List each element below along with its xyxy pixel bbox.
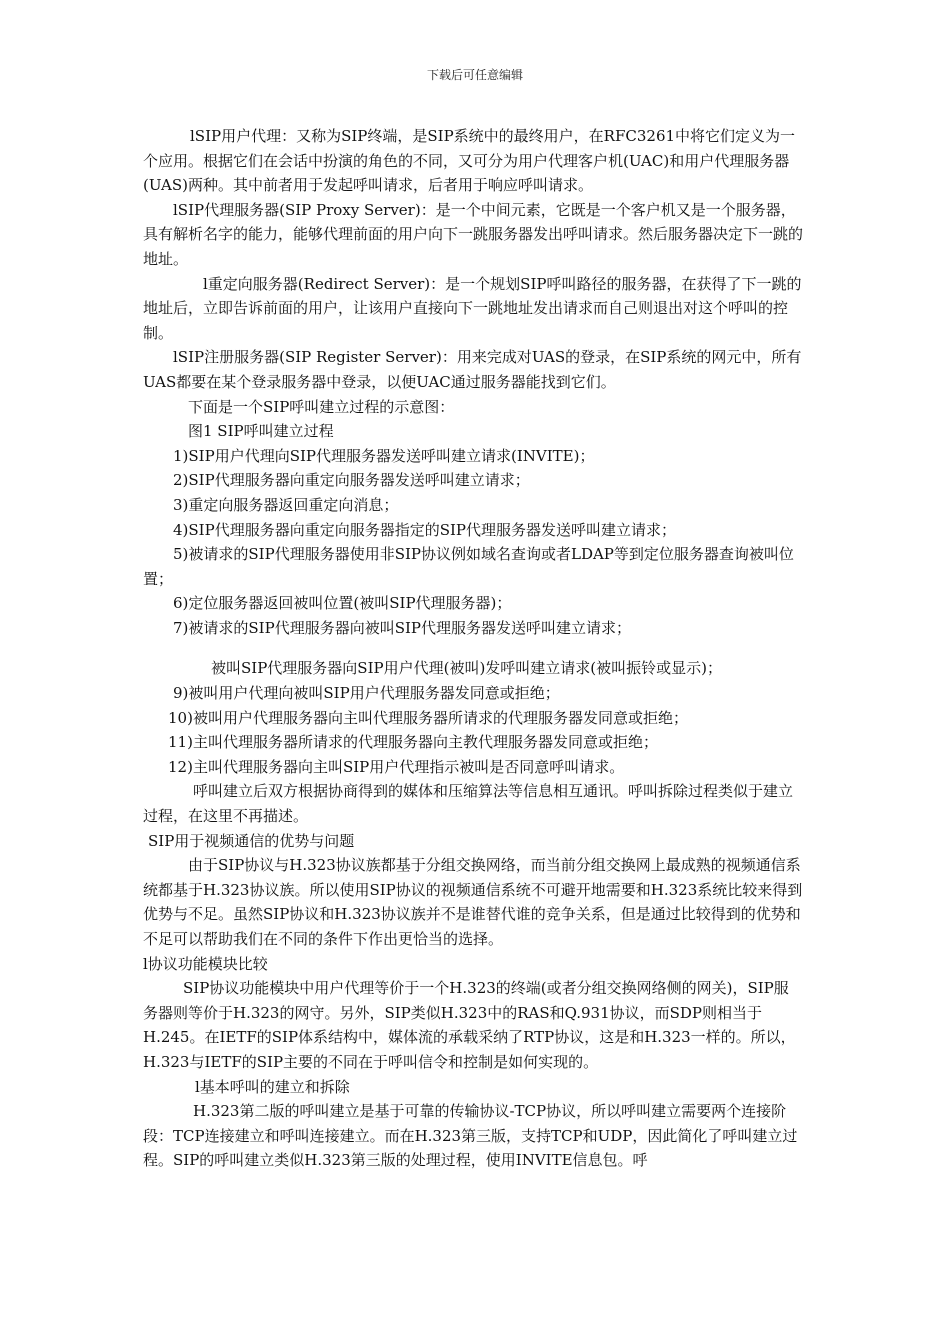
paragraph: lSIP注册服务器(SIP Register Server)：用来完成对UAS的登录，在SIP系统的网元中，所有UAS都要在某个登录服务器中登录，以便UAC通过服务器能找到它们。 — [143, 348, 802, 391]
paragraph: 5)被请求的SIP代理服务器使用非SIP协议例如域名查询或者LDAP等到定位服务器查询被叫位置； — [143, 545, 794, 588]
paragraph: H.323第二版的呼叫建立是基于可靠的传输协议-TCP协议，所以呼叫建立需要两个连接阶段：TCP连接建立和呼叫连接建立。而在H.323第三版，支持TCP和UDP，因此简化了呼叫建立过程。SIP的呼叫建立类似H.323第三版的处理过程，使用INVITE信息包。呼 — [143, 1102, 798, 1170]
paragraph: 6)定位服务器返回被叫位置(被叫SIP代理服务器)； — [173, 594, 512, 613]
paragraph: lSIP用户代理：又称为SIP终端，是SIP系统中的最终用户，在RFC3261中将它们定义为一个应用。根据它们在会话中扮演的角色的不同，又可分为用户代理客户机(UAC)和用户代理服务器(UAS)两种。其中前者用于发起呼叫请求，后者用于响应呼叫请求。 — [143, 127, 796, 195]
paragraph: SIP用于视频通信的优势与问题 — [148, 831, 355, 850]
paragraph: l基本呼叫的建立和拆除 — [195, 1077, 350, 1096]
paragraph: 2)SIP代理服务器向重定向服务器发送呼叫建立请求； — [173, 471, 530, 490]
paragraph: lSIP代理服务器(SIP Proxy Server)：是一个中间元素，它既是一个客户机又是一个服务器，具有解析名字的能力，能够代理前面的用户向下一跳服务器发出呼叫请求。然后服务器决定下一跳的地址。 — [143, 200, 804, 268]
paragraph: SIP协议功能模块中用户代理等价于一个H.323的终端(或者分组交换网络侧的网关)，SIP服务器则等价于H.323的网守。另外，SIP类似H.323中的RAS和Q.931协议，而SDP则相当于H.245。在IETF的SIP体系结构中，媒体流的承载采纳了RTP协议，这是和H.323一样的。所以，H.323与IETF的SIP主要的不同在于呼叫信令和控制是如何实现的。 — [143, 979, 796, 1071]
paragraph: 9)被叫用户代理向被叫SIP用户代理服务器发同意或拒绝； — [173, 684, 560, 703]
paragraph: l重定向服务器(Redirect Server)：是一个规划SIP呼叫路径的服务器，在获得了下一跳的地址后，立即告诉前面的用户，让该用户直接向下一跳地址发出请求而自己则退出对这个呼叫的控制。 — [143, 274, 802, 342]
document-body — [143, 124, 803, 1173]
paragraph: 7)被请求的SIP代理服务器向被叫SIP代理服务器发送呼叫建立请求； — [173, 618, 631, 637]
paragraph: 下面是一个SIP呼叫建立过程的示意图： — [188, 397, 455, 416]
paragraph: 4)SIP代理服务器向重定向服务器指定的SIP代理服务器发送呼叫建立请求； — [173, 520, 676, 539]
paragraph: 图1 SIP呼叫建立过程 — [188, 422, 334, 441]
paragraph: l协议功能模块比较 — [143, 954, 268, 973]
paragraph: 12)主叫代理服务器向主叫SIP用户代理指示被叫是否同意呼叫请求。 — [168, 757, 625, 776]
paragraph: 10)被叫用户代理服务器向主叫代理服务器所请求的代理服务器发同意或拒绝； — [168, 708, 688, 727]
paragraph: 3)重定向服务器返回重定向消息； — [173, 495, 399, 514]
page-header: 下载后可任意编辑 — [426, 68, 523, 82]
paragraph: 1)SIP用户代理向SIP代理服务器发送呼叫建立请求(INVITE)； — [173, 446, 595, 465]
paragraph: 被叫SIP代理服务器向SIP用户代理(被叫)发呼叫建立请求(被叫振铃或显示)； — [211, 659, 722, 678]
paragraph: 11)主叫代理服务器所请求的代理服务器向主教代理服务器发同意或拒绝； — [168, 733, 658, 752]
paragraph: 由于SIP协议与H.323协议族都基于分组交换网络，而当前分组交换网上最成熟的视频通信系统都基于H.323协议族。所以使用SIP协议的视频通信系统不可避开地需要和H.323系统比较来得到优势与不足。虽然SIP协议和H.323协议族并不是谁替代谁的竞争关系，但是通过比较得到的优势和不足可以帮助我们在不同的条件下作出更恰当的选择。 — [143, 856, 803, 948]
paragraph: 呼叫建立后双方根据协商得到的媒体和压缩算法等信息相互通讯。呼叫拆除过程类似于建立过程，在这里不再描述。 — [143, 782, 794, 826]
